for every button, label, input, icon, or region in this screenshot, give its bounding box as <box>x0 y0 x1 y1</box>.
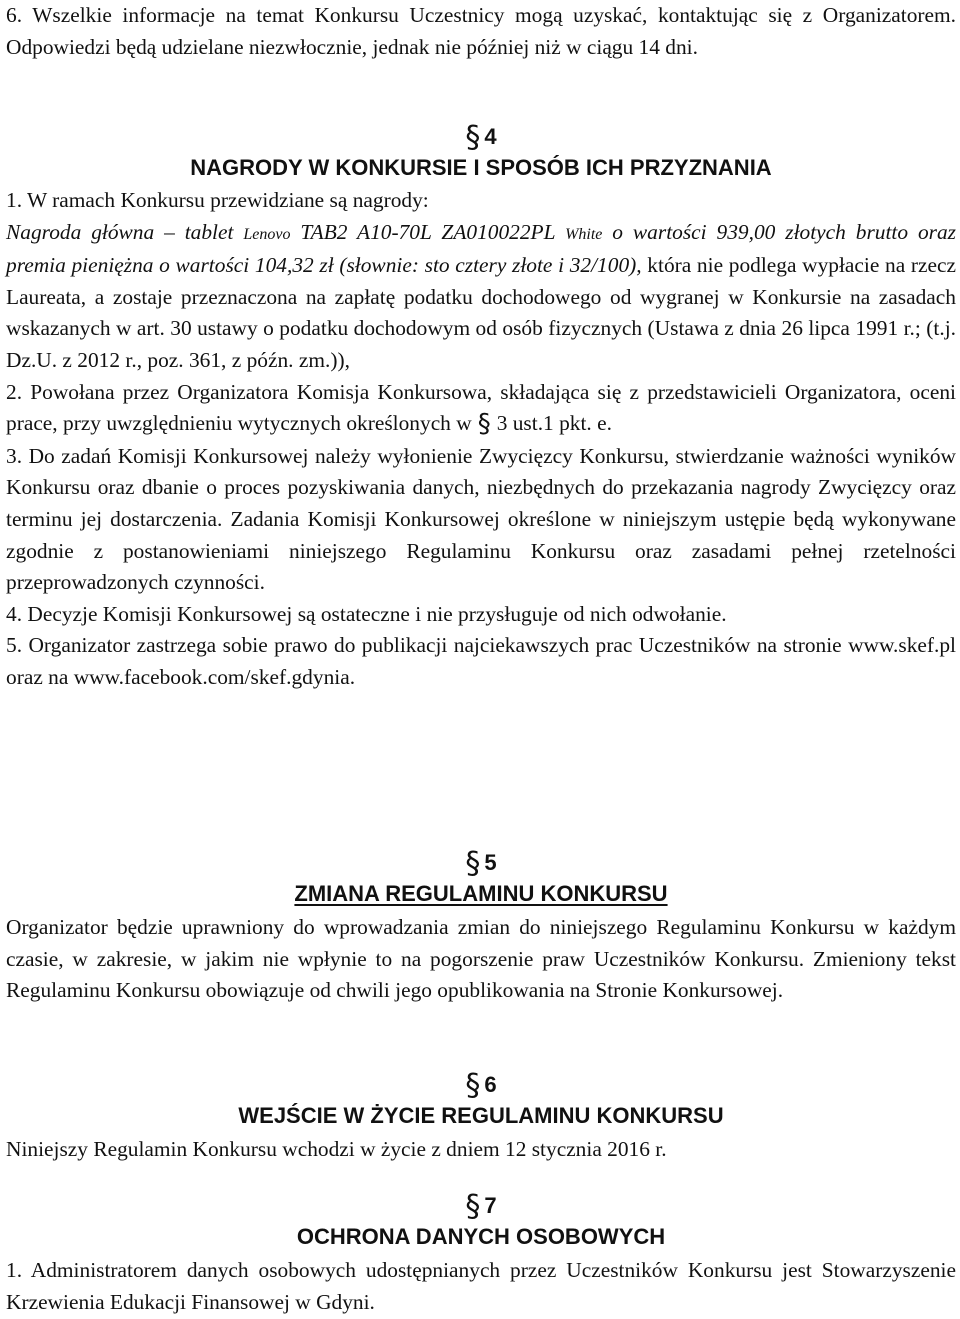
paragraph-symbol: § <box>465 1189 481 1224</box>
s4-paragraph-5: 5. Organizator zastrzega sobie prawo do publikacji najciekawszych prac Uczestników na stronie www.skef.pl oraz na www.facebook.com/skef.gdynia. <box>6 633 956 689</box>
section-7-body: 1. Administratorem danych osobowych udostępnianych przez Uczestników Konkursu jest Stowarzyszenie Krzewienia Edukacji Finansowej w Gdyni. <box>6 1258 956 1314</box>
paragraph-symbol: § <box>465 1068 481 1103</box>
section-7-number: § 7 <box>465 1189 497 1224</box>
section-4-body <box>6 185 956 694</box>
paragraph-symbol: § <box>465 846 481 881</box>
section-5-body: Organizator będzie uprawniony do wprowadzania zmian do niniejszego Regulaminu Konkursu w każdym czasie, w zakresie, w jakim nie wpłynie to na pogorszenie praw Uczestników Konkursu. Zmieniony tekst Regulaminu Konkursu obowiązuje od chwili jego opublikowania na Stronie Konkursowej. <box>6 915 956 1003</box>
s4-paragraph-2: 2. Powołana przez Organizatora Komisja Konkursowa, składająca się z przedstawicieli Organizatora, oceni prace, przy uwzględnieniu wytycznych określonych w § 3 ust.1 pkt. e. <box>6 379 956 440</box>
paragraph-6: 6. Wszelkie informacje na temat Konkursu Uczestnicy mogą uzyskać, kontaktując się z Organizatorem. Odpowiedzi będą udzielane niezwłocznie, jednak nie później niż w ciągu 14 dni. <box>6 3 956 59</box>
section-5-title: ZMIANA REGULAMINU KONKURSU <box>294 881 668 906</box>
paragraph-symbol: § <box>465 120 481 155</box>
s4-paragraph-1: Nagroda główna – tablet Lenovo TAB2 A10-70L ZA010022PL White o wartości 939,00 złotych brutto oraz premia pieniężna o wartości 104,32 zł (słownie: sto cztery złote i 32/100), która nie podlega wypłacie na rzecz Laureata, a zostaje przeznaczona na zapłatę podatku dochodowego od wygranej w Konkursie na zasadach wskazanych w art. 30 ustawy o podatku dochodowym od osób fizycznych (Ustawa z dnia 26 lipca 1991 r.; (t.j. Dz.U. z 2012 r., poz. 361, z późn. zm.)), <box>6 219 957 372</box>
section-6-body: Niniejszy Regulamin Konkursu wchodzi w życie z dniem 12 stycznia 2016 r. <box>6 1137 667 1161</box>
section-4-title: NAGRODY W KONKURSIE I SPOSÓB ICH PRZYZNANIA <box>190 155 772 180</box>
section-6-title: WEJŚCIE W ŻYCIE REGULAMINU KONKURSU <box>238 1103 724 1128</box>
s4-paragraph-3: 3. Do zadań Komisji Konkursowej należy wyłonienie Zwycięzcy Konkursu, stwierdzanie ważności wyników Konkursu oraz dbanie o proces pozyskiwania danych, niezbędnych do przekazania nagrody Zwycięzcy oraz terminu jej dostarczenia. Zadania Komisji Konkursowej określone w niniejszym ustępie będą wykonywane zgodnie z postanowieniami niniejszego Regulaminu Konkursu oraz zasadami pełnej rzetelności przeprowadzonych czynności. <box>6 443 956 595</box>
section-6-heading <box>6 1070 956 1131</box>
s4-paragraph-4: 4. Decyzje Komisji Konkursowej są ostateczne i nie przysługuje od nich odwołanie. <box>6 601 727 626</box>
section-5-heading <box>6 848 956 909</box>
section-7-title: OCHRONA DANYCH OSOBOWYCH <box>296 1224 666 1249</box>
section-4-number: § 4 <box>465 120 497 155</box>
section-5-number: § 5 <box>465 846 497 881</box>
section-6-number: § 6 <box>465 1068 497 1103</box>
section-7-heading <box>6 1191 956 1252</box>
s4-paragraph-1-intro: 1. W ramach Konkursu przewidziane są nagrody: <box>6 188 429 212</box>
section-4-heading <box>6 122 956 183</box>
